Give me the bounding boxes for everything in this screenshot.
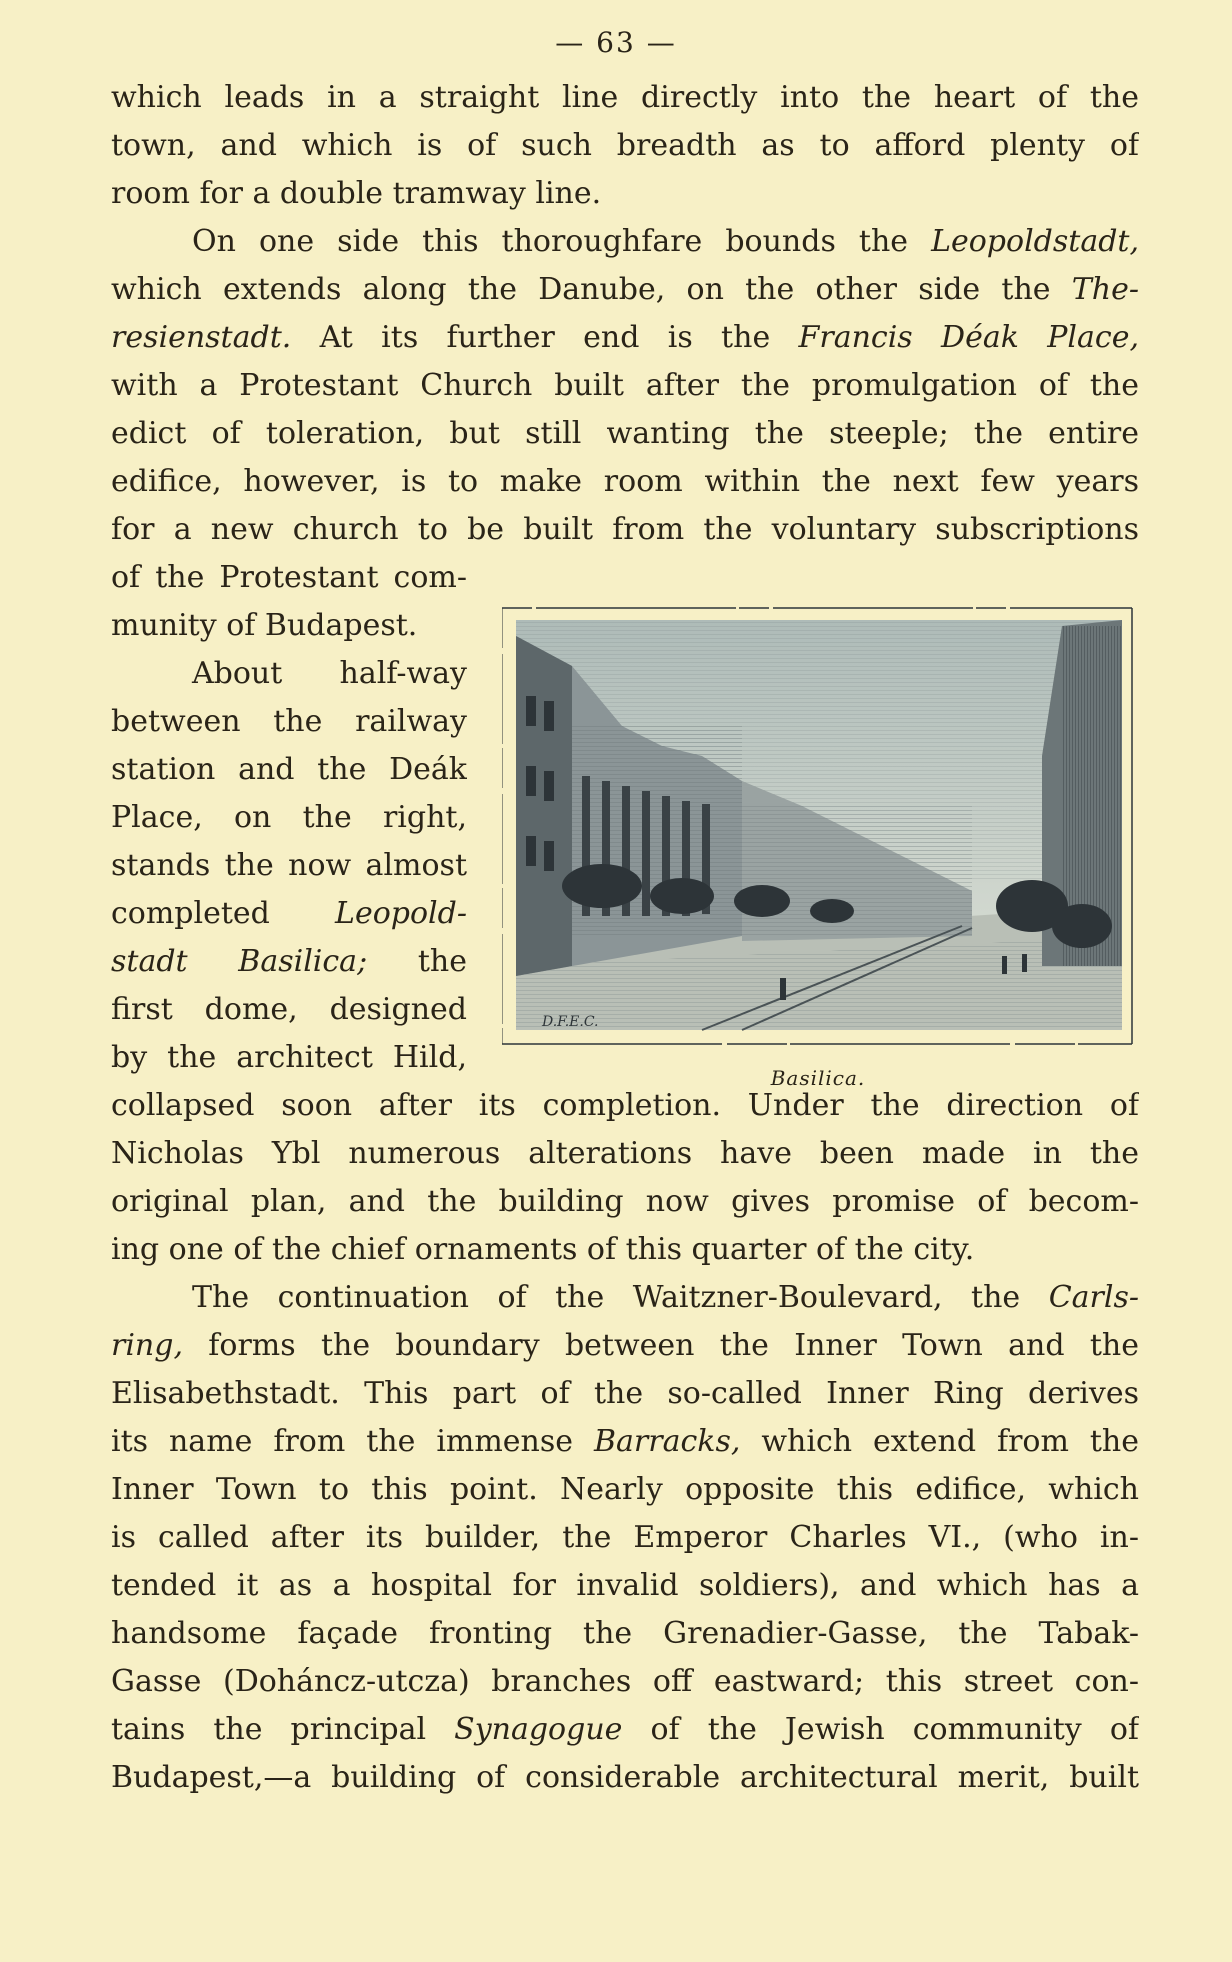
text-line-30: Inner Town to this point. Nearly opposite this edifice, which bbox=[111, 1472, 1139, 1507]
text-line-6: resienstadt. At its further end is the Francis Déak Place, bbox=[111, 320, 1139, 355]
text-line-11: of the Protestant com- bbox=[111, 560, 467, 595]
text-line-23: Nicholas Ybl numerous alterations have been made in the bbox=[111, 1136, 1139, 1171]
text-line-32: tended it as a hospital for invalid soldiers), and which has a bbox=[111, 1568, 1139, 1603]
text-line-27: ring, forms the boundary between the Inner Town and the bbox=[111, 1328, 1139, 1363]
text-line-4: On one side this thoroughfare bounds the Leopoldstadt, bbox=[192, 224, 1139, 259]
text-line-17: stands the now almost bbox=[111, 848, 467, 883]
text-line-34: Gasse (Doháncz-utcza) branches off eastward; this street con- bbox=[111, 1664, 1139, 1699]
page-number: — 63 — bbox=[555, 26, 677, 59]
text-line-20: first dome, designed bbox=[111, 992, 467, 1027]
text-line-29: its name from the immense Barracks, which extend from the bbox=[111, 1424, 1139, 1459]
text-line-15: station and the Deák bbox=[111, 752, 467, 787]
text-line-14: between the railway bbox=[111, 704, 467, 739]
text-line-24: original plan, and the building now gives promise of becom- bbox=[111, 1184, 1139, 1219]
figure-caption: Basilica. bbox=[770, 1066, 866, 1090]
text-line-33: handsome façade fronting the Grenadier-Gasse, the Tabak- bbox=[111, 1616, 1139, 1651]
text-line-21: by the architect Hild, bbox=[111, 1040, 467, 1075]
text-line-31: is called after its builder, the Emperor Charles VI., (who in- bbox=[111, 1520, 1139, 1555]
text-line-2: town, and which is of such breadth as to afford plenty of bbox=[111, 128, 1139, 163]
text-line-28: Elisabethstadt. This part of the so-called Inner Ring derives bbox=[111, 1376, 1139, 1411]
text-line-22: collapsed soon after its completion. Under the direction of bbox=[111, 1088, 1139, 1123]
text-line-12: munity of Budapest. bbox=[111, 608, 418, 643]
engraving-signature: D.F.E.C. bbox=[542, 1014, 599, 1030]
text-line-7: with a Protestant Church built after the promulgation of the bbox=[111, 368, 1139, 403]
text-line-8: edict of toleration, but still wanting the steeple; the entire bbox=[111, 416, 1139, 451]
text-line-35: tains the principal Synagogue of the Jewish community of bbox=[111, 1712, 1139, 1747]
text-line-36: Budapest,—a building of considerable architectural merit, built bbox=[111, 1760, 1139, 1795]
text-line-26: The continuation of the Waitzner-Boulevard, the Carls- bbox=[192, 1280, 1139, 1315]
text-line-19: stadt Basilica; the bbox=[111, 944, 467, 979]
text-line-25: ing one of the chief ornaments of this quarter of the city. bbox=[111, 1232, 975, 1267]
text-line-10: for a new church to be built from the voluntary subscriptions bbox=[111, 512, 1139, 547]
text-line-9: edifice, however, is to make room within the next few years bbox=[111, 464, 1139, 499]
text-line-5: which extends along the Danube, on the other side the The- bbox=[111, 272, 1139, 307]
text-line-3: room for a double tramway line. bbox=[111, 176, 602, 211]
text-line-16: Place, on the right, bbox=[111, 800, 467, 835]
text-line-1: which leads in a straight line directly into the heart of the bbox=[111, 80, 1139, 115]
text-line-18: completed Leopold- bbox=[111, 896, 467, 931]
text-line-13: About half-way bbox=[192, 656, 467, 691]
basilica-engraving bbox=[502, 606, 1134, 1046]
